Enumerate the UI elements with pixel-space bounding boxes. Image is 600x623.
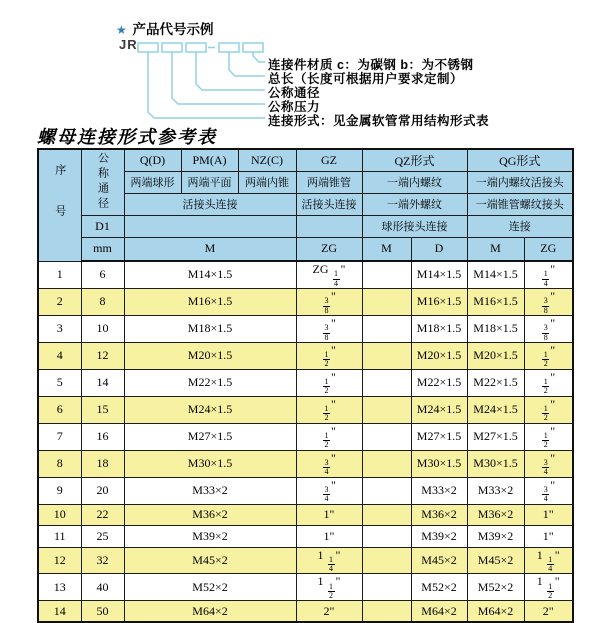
code-prefix: JR	[119, 37, 138, 52]
diagram-heading-text: 产品代号示例	[132, 22, 214, 37]
cell-dn: 20	[81, 477, 124, 504]
code-label-connection-form: 连接形式：见金属软管常用结构形式表	[268, 114, 490, 128]
cell-qg-m: M39×2	[467, 526, 524, 547]
table-row	[38, 574, 573, 601]
cell-qz-d: M16×1.5	[411, 288, 467, 315]
cell-qg-m: M33×2	[467, 477, 524, 504]
connector-line	[196, 52, 265, 90]
cell-qg-zg: $\frac{3}{4}$ "	[524, 477, 573, 504]
code-box	[162, 43, 182, 52]
connector-line	[172, 52, 265, 104]
code-box	[138, 43, 158, 52]
cell-seq: 14	[38, 601, 81, 622]
cell-qz-m	[362, 423, 411, 450]
cell-dn: 18	[81, 450, 124, 477]
cell-qz-d: M39×2	[411, 526, 467, 547]
table-row	[38, 423, 573, 450]
header-unit-m: M	[467, 237, 524, 261]
cell-qg-m: M45×2	[467, 547, 524, 574]
cell-thread-m: M14×1.5	[124, 261, 296, 288]
cell-gz-zg: $\frac{3}{4}$ "	[296, 450, 362, 477]
cell-qg-zg: 1"	[524, 526, 573, 547]
cell-qz-m	[362, 450, 411, 477]
header-end-type: 两端平面	[181, 171, 238, 193]
table-title: 螺母连接形式参考表	[37, 127, 217, 148]
cell-qg-zg: $\frac{1}{4}$ "	[524, 261, 573, 288]
header-unit-d: D	[411, 237, 467, 261]
cell-qg-m: M22×1.5	[467, 369, 524, 396]
cell-seq: 4	[38, 342, 81, 369]
table-row	[38, 477, 573, 504]
cell-qz-d: M18×1.5	[411, 315, 467, 342]
cell-qg-zg: $\frac{1}{2}$ "	[524, 423, 573, 450]
cell-seq: 2	[38, 288, 81, 315]
cell-qz-m	[362, 477, 411, 504]
cell-qz-m	[362, 547, 411, 574]
cell-qz-d: M22×1.5	[411, 369, 467, 396]
code-label-material: 连接件材质 c：为碳钢 b：为不锈钢	[268, 58, 474, 72]
header-group-gz: GZ	[296, 149, 362, 171]
header-unit-zg: ZG	[296, 237, 362, 261]
header-unit-zg: ZG	[524, 237, 573, 261]
cell-thread-m: M52×2	[124, 574, 296, 601]
cell-qz-m	[362, 288, 411, 315]
cell-qg-zg: $\frac{3}{8}$ "	[524, 315, 573, 342]
cell-gz-zg: $\frac{1}{2}$ "	[296, 423, 362, 450]
cell-qg-zg: 1"	[524, 504, 573, 525]
cell-qg-m: M36×2	[467, 504, 524, 525]
cell-thread-m: M27×1.5	[124, 423, 296, 450]
cell-thread-m: M33×2	[124, 477, 296, 504]
header-connection: 活接头连接	[296, 193, 362, 215]
table-row	[38, 504, 573, 525]
table-header	[38, 149, 573, 261]
header-connection: 一端外螺纹	[362, 193, 467, 215]
header-connection: 一端锥管螺纹接头	[467, 193, 573, 215]
cell-thread-m: M24×1.5	[124, 396, 296, 423]
cell-qg-zg: $\frac{1}{2}$ "	[524, 342, 573, 369]
table-row	[38, 547, 573, 574]
cell-qg-m: M18×1.5	[467, 315, 524, 342]
header-group-pma: PM(A)	[181, 149, 238, 171]
cell-dn: 40	[81, 574, 124, 601]
code-label-nominal-diameter: 公称通径	[268, 86, 321, 100]
header-d1: D1	[81, 215, 124, 237]
connector-line	[229, 52, 265, 76]
cell-qg-zg: 1 $\frac{1}{4}$ "	[524, 547, 573, 574]
cell-qz-d: M24×1.5	[411, 396, 467, 423]
table-row	[38, 342, 573, 369]
cell-qz-d: M36×2	[411, 504, 467, 525]
table-row	[38, 450, 573, 477]
cell-seq: 3	[38, 315, 81, 342]
cell-thread-m: M36×2	[124, 504, 296, 525]
cell-gz-zg: ZG $\frac{1}{4}$ "	[296, 261, 362, 288]
cell-qz-m	[362, 526, 411, 547]
cell-qz-m	[362, 396, 411, 423]
cell-gz-zg: $\frac{3}{8}$ "	[296, 315, 362, 342]
connector-line	[148, 52, 265, 118]
cell-thread-m: M45×2	[124, 547, 296, 574]
header-end-type: 两端球形	[124, 171, 181, 193]
diagram-heading	[116, 18, 214, 38]
cell-qg-m: M14×1.5	[467, 261, 524, 288]
table-body	[38, 261, 573, 622]
header-blank	[124, 215, 296, 237]
code-label-nominal-pressure: 公称压力	[268, 100, 321, 114]
header-unit-m: M	[362, 237, 411, 261]
cell-gz-zg: $\frac{3}{8}$ "	[296, 288, 362, 315]
cell-qz-d: M30×1.5	[411, 450, 467, 477]
cell-seq: 6	[38, 396, 81, 423]
cell-qg-zg: 1 $\frac{1}{2}$ "	[524, 574, 573, 601]
header-group-qd: Q(D)	[124, 149, 181, 171]
cell-qg-m: M24×1.5	[467, 396, 524, 423]
cell-dn: 50	[81, 601, 124, 622]
cell-qg-m: M27×1.5	[467, 423, 524, 450]
cell-qz-d: M33×2	[411, 477, 467, 504]
cell-qz-m	[362, 574, 411, 601]
header-connection2: 连接	[467, 215, 573, 237]
cell-qz-d: M27×1.5	[411, 423, 467, 450]
cell-gz-zg: 1 $\frac{1}{4}$ "	[296, 547, 362, 574]
cell-dn: 6	[81, 261, 124, 288]
code-box	[219, 43, 239, 52]
header-group-qz: QZ形式	[362, 149, 467, 171]
cell-thread-m: M16×1.5	[124, 288, 296, 315]
cell-seq: 5	[38, 369, 81, 396]
cell-seq: 12	[38, 547, 81, 574]
header-blank	[296, 215, 362, 237]
cell-dn: 8	[81, 288, 124, 315]
header-nominal-diameter: 公称通径	[81, 149, 124, 215]
header-end-type: 两端锥管	[296, 171, 362, 193]
cell-gz-zg: 1 $\frac{1}{2}$ "	[296, 574, 362, 601]
cell-qg-m: M16×1.5	[467, 288, 524, 315]
table-row	[38, 288, 573, 315]
cell-qz-d: M52×2	[411, 574, 467, 601]
cell-qz-d: M64×2	[411, 601, 467, 622]
cell-qz-d: M14×1.5	[411, 261, 467, 288]
cell-seq: 13	[38, 574, 81, 601]
table-row	[38, 369, 573, 396]
table-row	[38, 526, 573, 547]
cell-qz-m	[362, 601, 411, 622]
cell-dn: 22	[81, 504, 124, 525]
cell-qz-d: M20×1.5	[411, 342, 467, 369]
cell-dn: 10	[81, 315, 124, 342]
cell-qg-zg: $\frac{3}{8}$ "	[524, 288, 573, 315]
cell-qg-zg: $\frac{1}{2}$ "	[524, 396, 573, 423]
cell-seq: 10	[38, 504, 81, 525]
cell-thread-m: M64×2	[124, 601, 296, 622]
cell-gz-zg: $\frac{1}{2}$ "	[296, 396, 362, 423]
header-group-qg: QG形式	[467, 149, 573, 171]
code-label-total-length: 总长（长度可根据用户要求定制）	[268, 72, 464, 86]
cell-qz-m	[362, 342, 411, 369]
cell-thread-m: M20×1.5	[124, 342, 296, 369]
cell-gz-zg: 2"	[296, 601, 362, 622]
cell-qz-m	[362, 504, 411, 525]
star-icon: ★	[116, 23, 127, 37]
cell-seq: 9	[38, 477, 81, 504]
table-row	[38, 315, 573, 342]
cell-qz-d: M45×2	[411, 547, 467, 574]
cell-thread-m: M39×2	[124, 526, 296, 547]
cell-qg-zg: 2"	[524, 601, 573, 622]
cell-dn: 15	[81, 396, 124, 423]
cell-seq: 11	[38, 526, 81, 547]
cell-seq: 7	[38, 423, 81, 450]
cell-qz-m	[362, 369, 411, 396]
cell-dn: 32	[81, 547, 124, 574]
cell-qg-m: M30×1.5	[467, 450, 524, 477]
cell-seq: 8	[38, 450, 81, 477]
cell-qz-m	[362, 315, 411, 342]
cell-qg-m: M52×2	[467, 574, 524, 601]
cell-qg-m: M64×2	[467, 601, 524, 622]
cell-thread-m: M18×1.5	[124, 315, 296, 342]
cell-qg-zg: $\frac{1}{2}$ "	[524, 369, 573, 396]
cell-dn: 25	[81, 526, 124, 547]
cell-thread-m: M30×1.5	[124, 450, 296, 477]
cell-qg-zg: $\frac{3}{4}$ "	[524, 450, 573, 477]
header-connection: 活接头连接	[124, 193, 296, 215]
connector-line	[253, 52, 265, 62]
cell-qz-m	[362, 261, 411, 288]
cell-seq: 1	[38, 261, 81, 288]
cell-dn: 16	[81, 423, 124, 450]
header-group-nzc: NZ(C)	[238, 149, 296, 171]
table-row	[38, 601, 573, 622]
cell-gz-zg: 1"	[296, 526, 362, 547]
header-unit-m: M	[124, 237, 296, 261]
header-end-type: 一端内螺纹	[362, 171, 467, 193]
code-box	[186, 43, 206, 52]
cell-gz-zg: 1"	[296, 504, 362, 525]
table-row	[38, 261, 573, 288]
cell-gz-zg: $\frac{1}{2}$ "	[296, 342, 362, 369]
cell-dn: 12	[81, 342, 124, 369]
header-end-type: 两端内锥	[238, 171, 296, 193]
header-seq: 序号	[38, 149, 81, 261]
cell-qg-m: M20×1.5	[467, 342, 524, 369]
header-mm: mm	[81, 237, 124, 261]
cell-gz-zg: $\frac{1}{2}$ "	[296, 369, 362, 396]
nut-connection-table	[37, 148, 574, 623]
cell-dn: 14	[81, 369, 124, 396]
header-end-type: 一端内螺纹活接头	[467, 171, 573, 193]
header-connection2: 球形接头连接	[362, 215, 467, 237]
cell-thread-m: M22×1.5	[124, 369, 296, 396]
cell-gz-zg: $\frac{3}{4}$ "	[296, 477, 362, 504]
table-row	[38, 396, 573, 423]
code-box	[243, 43, 263, 52]
